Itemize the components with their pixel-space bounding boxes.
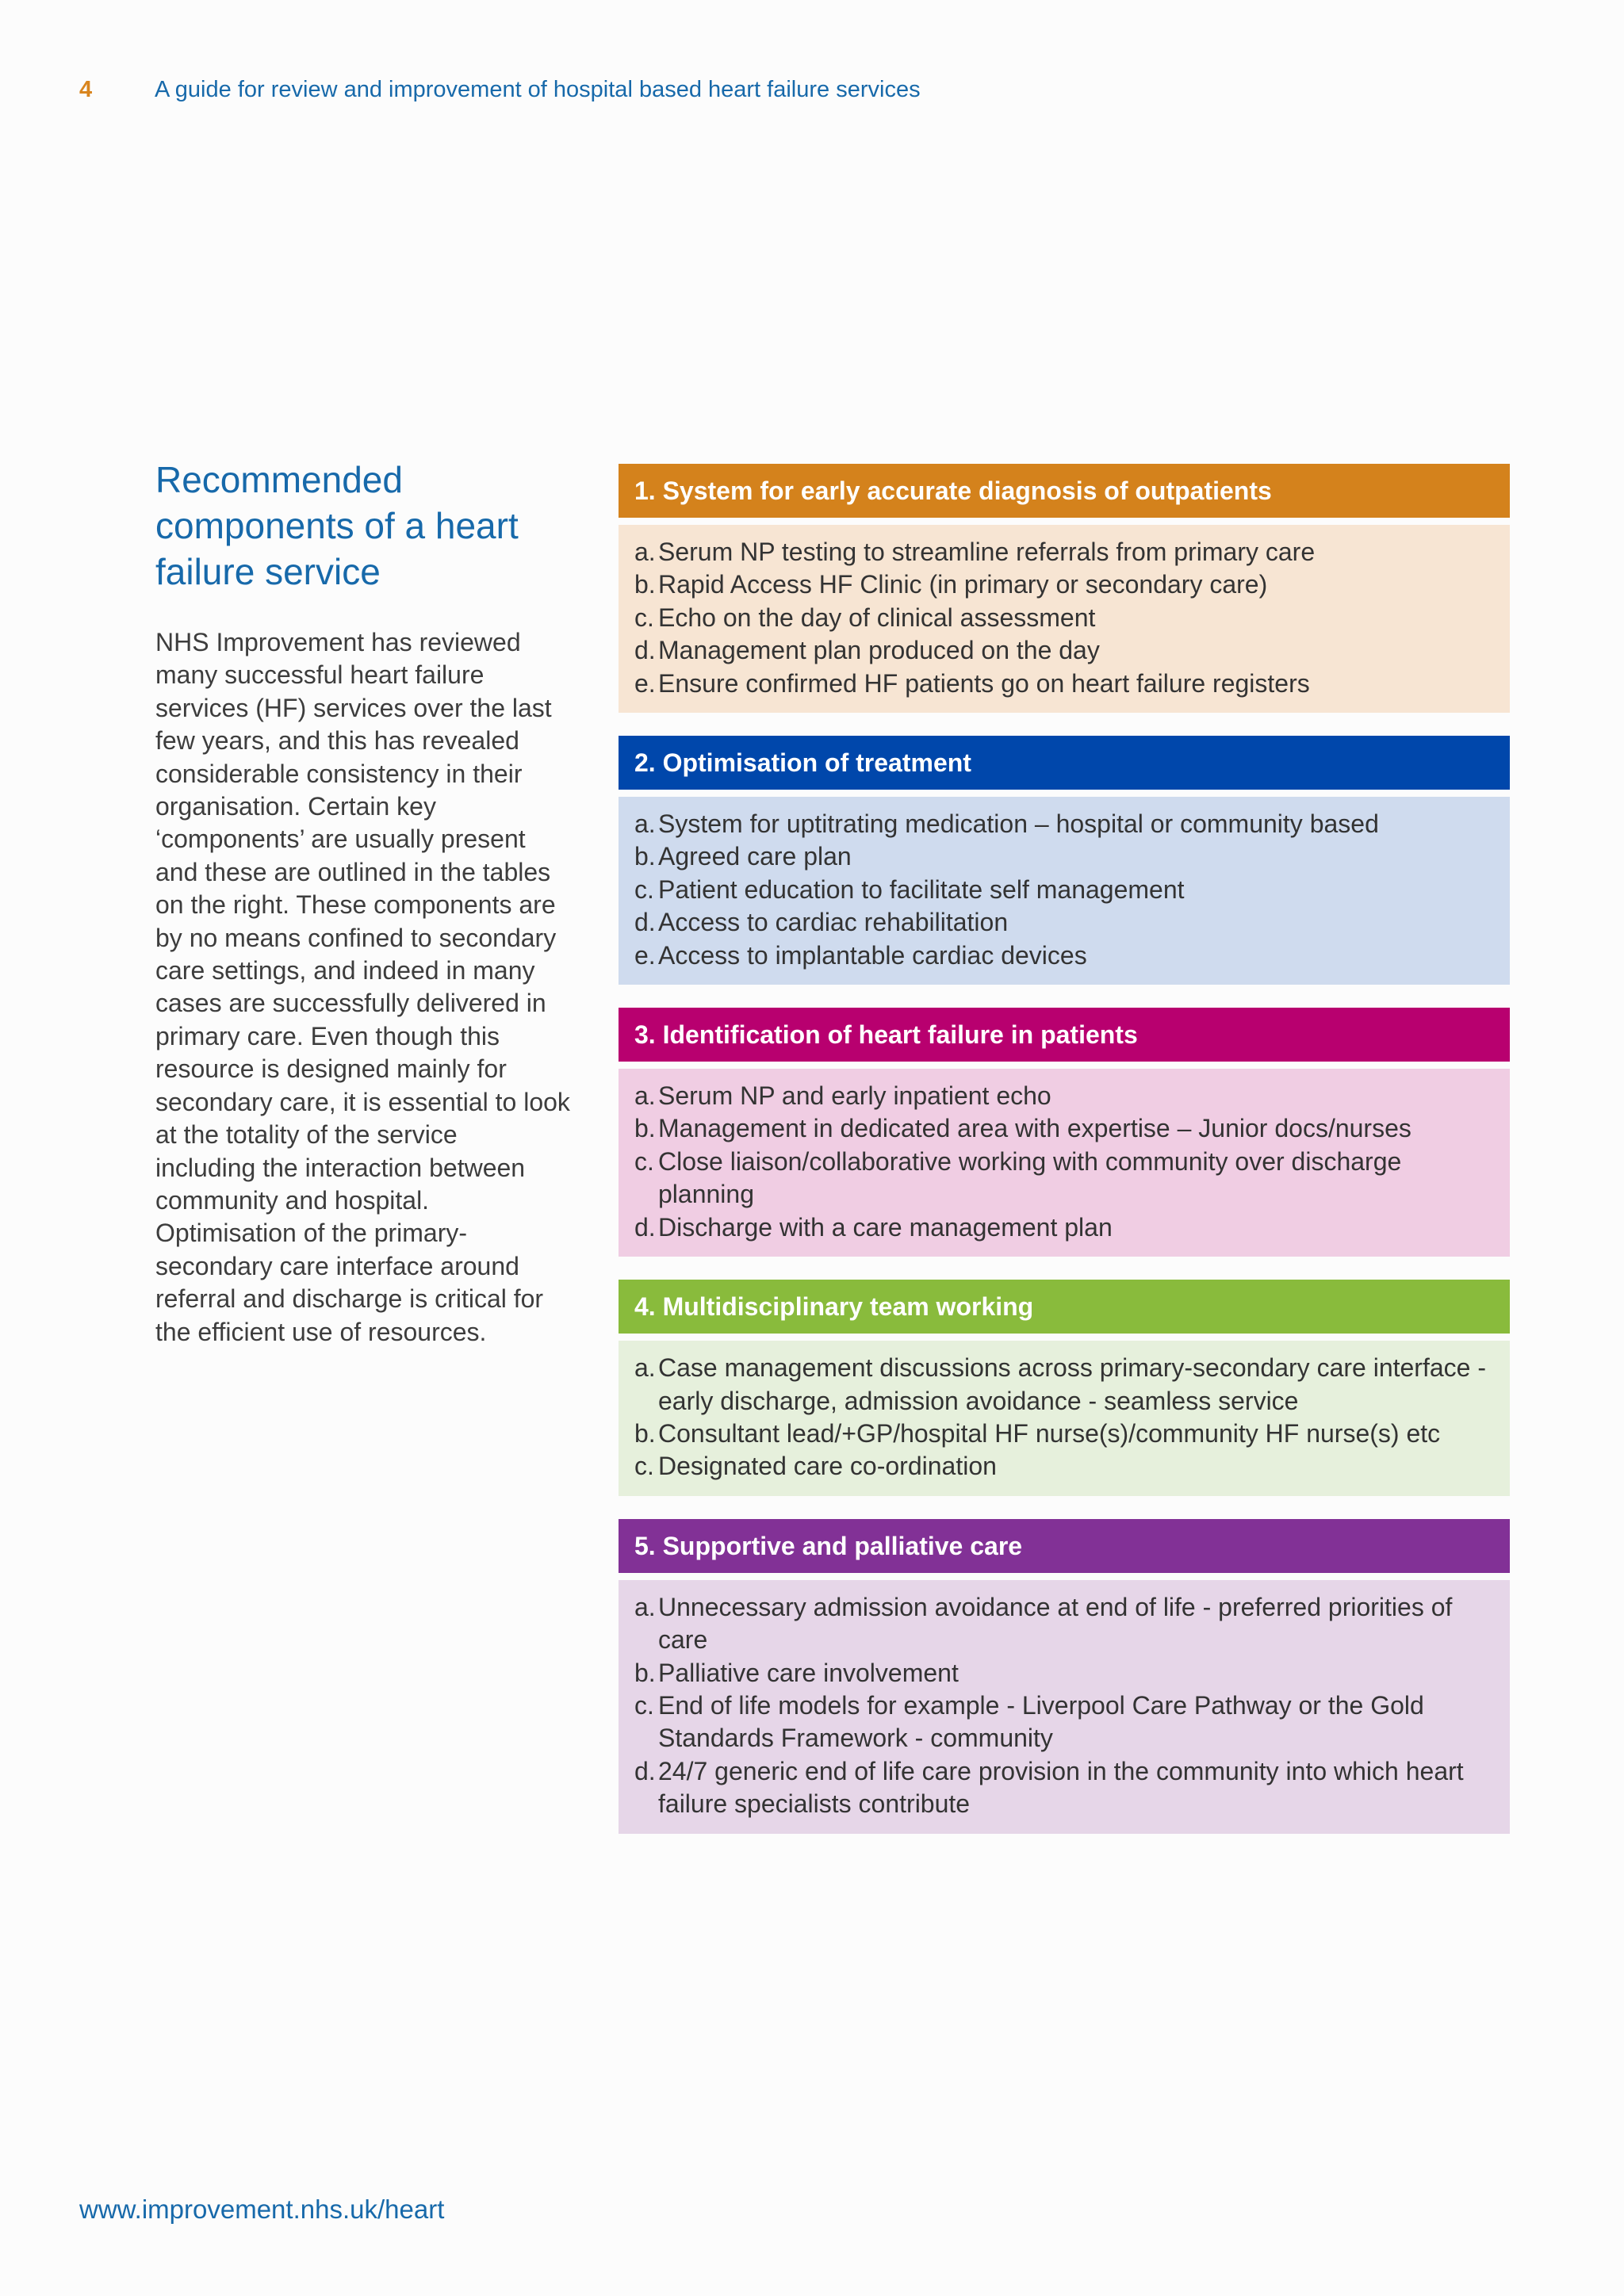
- list-item-letter: c.: [634, 874, 654, 904]
- list-item: [634, 840, 1494, 873]
- panel-heading: 1. System for early accurate diagnosis of outpatients: [619, 464, 1510, 518]
- list-item-text: Management plan produced on the day: [658, 636, 1100, 665]
- panel-heading: 3. Identification of heart failure in patients: [619, 1008, 1510, 1062]
- list-item-text: Access to implantable cardiac devices: [658, 940, 1087, 970]
- component-panel-4: [619, 1280, 1510, 1496]
- list-item-text: Serum NP testing to streamline referrals from primary care: [658, 538, 1316, 566]
- panel-body: [619, 797, 1510, 985]
- list-item-letter: e.: [634, 668, 656, 698]
- component-panel-2: [619, 736, 1510, 985]
- list-item: [634, 1112, 1494, 1145]
- panel-heading: 4. Multidisciplinary team working: [619, 1280, 1510, 1334]
- list-item-letter: b.: [634, 1658, 656, 1687]
- list-item: [634, 874, 1494, 906]
- list-item-letter: a.: [634, 538, 656, 566]
- list-item-text: Patient education to facilitate self management: [658, 874, 1185, 904]
- panel-body: [619, 1069, 1510, 1257]
- list-item: [634, 1418, 1494, 1450]
- list-item-letter: d.: [634, 1212, 656, 1242]
- list-item-letter: d.: [634, 636, 656, 665]
- running-title: A guide for review and improvement of hospital based heart failure services: [155, 77, 921, 102]
- list-item-letter: c.: [634, 1690, 654, 1720]
- intro-paragraph: NHS Improvement has reviewed many successful heart failure services (HF) services over the last few years, and this has revealed considerable consistency in their organisation. Certain key ‘components’ are usually present and these are outlined in the tables on the right. These components are by no means confined to secondary care settings, and indeed in many cases are successfully delivered in primary care. Even though this resource is designed mainly for secondary care, it is essential to look at the totality of the service including the interaction between community and hospital. Optimisation of the primary- secondary care interface around referral and discharge is critical for the efficient use of resources.: [155, 628, 570, 1346]
- page-number: 4: [79, 77, 93, 102]
- list-item: [634, 1352, 1494, 1418]
- list-item: [634, 1146, 1494, 1211]
- list-item-letter: a.: [634, 1353, 656, 1383]
- list-item-text: Serum NP and early inpatient echo: [658, 1081, 1051, 1111]
- list-item-text: Rapid Access HF Clinic (in primary or secondary care): [658, 570, 1268, 599]
- panel-body: [619, 1341, 1510, 1496]
- list-item-text: Agreed care plan: [658, 842, 852, 871]
- component-panel-1: [619, 464, 1510, 713]
- list-item-text: Access to cardiac rehabilitation: [658, 908, 1009, 937]
- panel-heading: 5. Supportive and palliative care: [619, 1519, 1510, 1573]
- list-item: [634, 1689, 1494, 1755]
- list-item: [634, 1211, 1494, 1244]
- list-item-letter: b.: [634, 1418, 656, 1448]
- component-panel-5: [619, 1519, 1510, 1834]
- list-item: [634, 1591, 1494, 1657]
- list-item-text: Designated care co-ordination: [658, 1452, 997, 1481]
- list-item-text: Unnecessary admission avoidance at end of life - preferred priorities of care: [658, 1592, 1453, 1655]
- panel-body: [619, 525, 1510, 713]
- list-item-text: Consultant lead/+GP/hospital HF nurse(s)/community HF nurse(s) etc: [658, 1418, 1441, 1448]
- list-item-text: Case management discussions across primary-secondary care interface - early discharge, admission avoidance - seamless service: [658, 1353, 1486, 1415]
- list-item-letter: a.: [634, 809, 656, 839]
- list-item: [634, 939, 1494, 972]
- list-item-text: System for uptitrating medication – hospital or community based: [658, 809, 1379, 839]
- list-item-letter: a.: [634, 1081, 656, 1111]
- panel-body: [619, 1580, 1510, 1834]
- list-item-letter: b.: [634, 570, 656, 599]
- list-item: [634, 906, 1494, 939]
- list-item-letter: c.: [634, 603, 654, 632]
- list-item: [634, 808, 1494, 840]
- list-item-text: End of life models for example - Liverpool Care Pathway or the Gold Standards Framework - community: [658, 1690, 1424, 1753]
- list-item: [634, 634, 1494, 667]
- list-item-text: Ensure confirmed HF patients go on heart failure registers: [658, 668, 1310, 698]
- list-item-text: Discharge with a care management plan: [658, 1212, 1113, 1242]
- list-item: [634, 668, 1494, 700]
- list-item-letter: d.: [634, 1756, 656, 1785]
- footer-url: www.improvement.nhs.uk/heart: [79, 2195, 445, 2224]
- list-item: [634, 602, 1494, 634]
- list-item-letter: d.: [634, 908, 656, 937]
- panel-heading: 2. Optimisation of treatment: [619, 736, 1510, 790]
- list-item-letter: c.: [634, 1452, 654, 1481]
- section-title: Recommended components of a heart failure service: [155, 459, 519, 592]
- intro-section: [155, 457, 590, 1349]
- list-item-letter: e.: [634, 940, 656, 970]
- list-item-letter: c.: [634, 1146, 654, 1176]
- list-item-letter: b.: [634, 1114, 656, 1143]
- list-item: [634, 1657, 1494, 1689]
- list-item: [634, 1080, 1494, 1112]
- page-header: [79, 74, 921, 105]
- list-item-letter: a.: [634, 1592, 656, 1621]
- list-item-text: Palliative care involvement: [658, 1658, 959, 1687]
- list-item: [634, 568, 1494, 601]
- list-item-text: Echo on the day of clinical assessment: [658, 603, 1096, 632]
- component-panel-3: [619, 1008, 1510, 1257]
- list-item-text: Management in dedicated area with expertise – Junior docs/nurses: [658, 1114, 1411, 1143]
- list-item-letter: b.: [634, 842, 656, 871]
- list-item: [634, 1450, 1494, 1483]
- components-panels: [619, 464, 1510, 1857]
- list-item: [634, 1755, 1494, 1821]
- list-item-text: 24/7 generic end of life care provision in the community into which heart failure specialists contribute: [658, 1756, 1464, 1819]
- list-item-text: Close liaison/collaborative working with community over discharge planning: [658, 1146, 1402, 1209]
- list-item: [634, 536, 1494, 568]
